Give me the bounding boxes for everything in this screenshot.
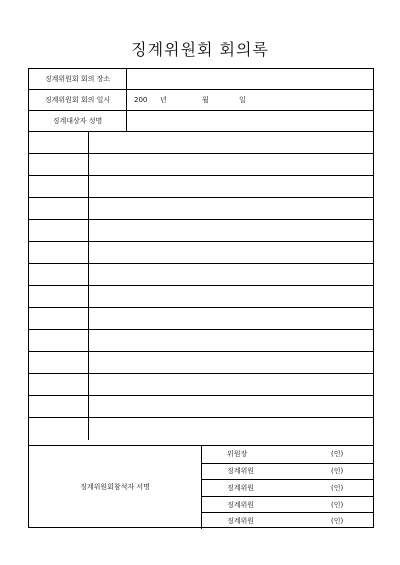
minutes-cell-left[interactable] (29, 176, 88, 197)
date-label: 징계위원회 회의 일시 (44, 96, 111, 104)
divider (126, 90, 127, 111)
minutes-cell-left[interactable] (29, 132, 88, 153)
signature-row (201, 463, 373, 480)
minutes-cell-left[interactable] (29, 220, 88, 241)
date-month-unit: 월 (202, 96, 209, 104)
signature-role: 징계위원 (227, 467, 255, 476)
seal-mark[interactable]: (인) (331, 450, 344, 459)
date-year-unit: 년 (160, 96, 167, 104)
minutes-cell-right[interactable] (89, 198, 373, 219)
signature-role: 징계위원 (227, 517, 255, 526)
signature-row (201, 446, 373, 463)
minutes-cell-left[interactable] (29, 396, 88, 417)
minutes-cell-right[interactable] (89, 374, 373, 395)
place-value[interactable] (127, 69, 373, 89)
seal-mark[interactable]: (인) (331, 517, 344, 526)
document-title: 징계위원회 회의록 (131, 40, 269, 59)
minutes-cell-left[interactable] (29, 286, 88, 307)
minutes-cell-left[interactable] (29, 374, 88, 395)
minutes-cell-left[interactable] (29, 198, 88, 219)
minutes-cell-right[interactable] (89, 132, 373, 153)
minutes-cell-right[interactable] (89, 154, 373, 175)
minutes-row (29, 197, 373, 219)
seal-mark[interactable]: (인) (331, 500, 344, 509)
minutes-cell-right[interactable] (89, 308, 373, 329)
signature-role: 징계위원 (227, 483, 255, 492)
signature-section-label: 징계위원회참석자 서명 (80, 483, 150, 491)
minutes-cell-right[interactable] (89, 264, 373, 285)
minutes-cell-right[interactable] (89, 352, 373, 373)
subject-value[interactable] (127, 111, 373, 131)
minutes-cell-right[interactable] (89, 176, 373, 197)
date-year[interactable]: 200 (134, 96, 148, 104)
subject-row (29, 110, 373, 131)
minutes-row (29, 307, 373, 329)
seal-mark[interactable]: (인) (331, 467, 344, 476)
minutes-cell-left[interactable] (29, 352, 88, 373)
date-day-unit: 일 (239, 96, 246, 104)
minutes-cell-right[interactable] (89, 242, 373, 263)
signature-role: 위원장 (227, 450, 248, 459)
minutes-row (29, 153, 373, 175)
minutes-row (29, 175, 373, 197)
minutes-cell-right[interactable] (89, 220, 373, 241)
minutes-cell-right[interactable] (89, 286, 373, 307)
minutes-row (29, 351, 373, 373)
minutes-cell-right[interactable] (89, 418, 373, 439)
minutes-cell-left[interactable] (29, 330, 88, 351)
minutes-form (28, 68, 374, 528)
minutes-cell-right[interactable] (89, 330, 373, 351)
signature-row (201, 496, 373, 513)
minutes-row (29, 395, 373, 417)
date-row (29, 89, 373, 110)
signature-section (29, 445, 373, 528)
minutes-cell-left[interactable] (29, 242, 88, 263)
minutes-row (29, 131, 373, 153)
subject-label: 징계대상자 성명 (52, 117, 103, 125)
minutes-cell-left[interactable] (29, 154, 88, 175)
seal-mark[interactable]: (인) (331, 483, 344, 492)
place-row (29, 69, 373, 89)
minutes-cell-left[interactable] (29, 264, 88, 285)
minutes-row (29, 263, 373, 285)
signature-role: 징계위원 (227, 500, 255, 509)
minutes-row (29, 285, 373, 307)
minutes-row (29, 219, 373, 241)
minutes-row (29, 373, 373, 395)
signature-row (201, 512, 373, 529)
minutes-row (29, 417, 373, 439)
place-label: 징계위원회 회의 장소 (44, 75, 111, 83)
minutes-cell-left[interactable] (29, 418, 88, 439)
minutes-cell-left[interactable] (29, 308, 88, 329)
minutes-cell-right[interactable] (89, 396, 373, 417)
signature-row (201, 479, 373, 496)
minutes-row (29, 329, 373, 351)
minutes-row (29, 241, 373, 263)
